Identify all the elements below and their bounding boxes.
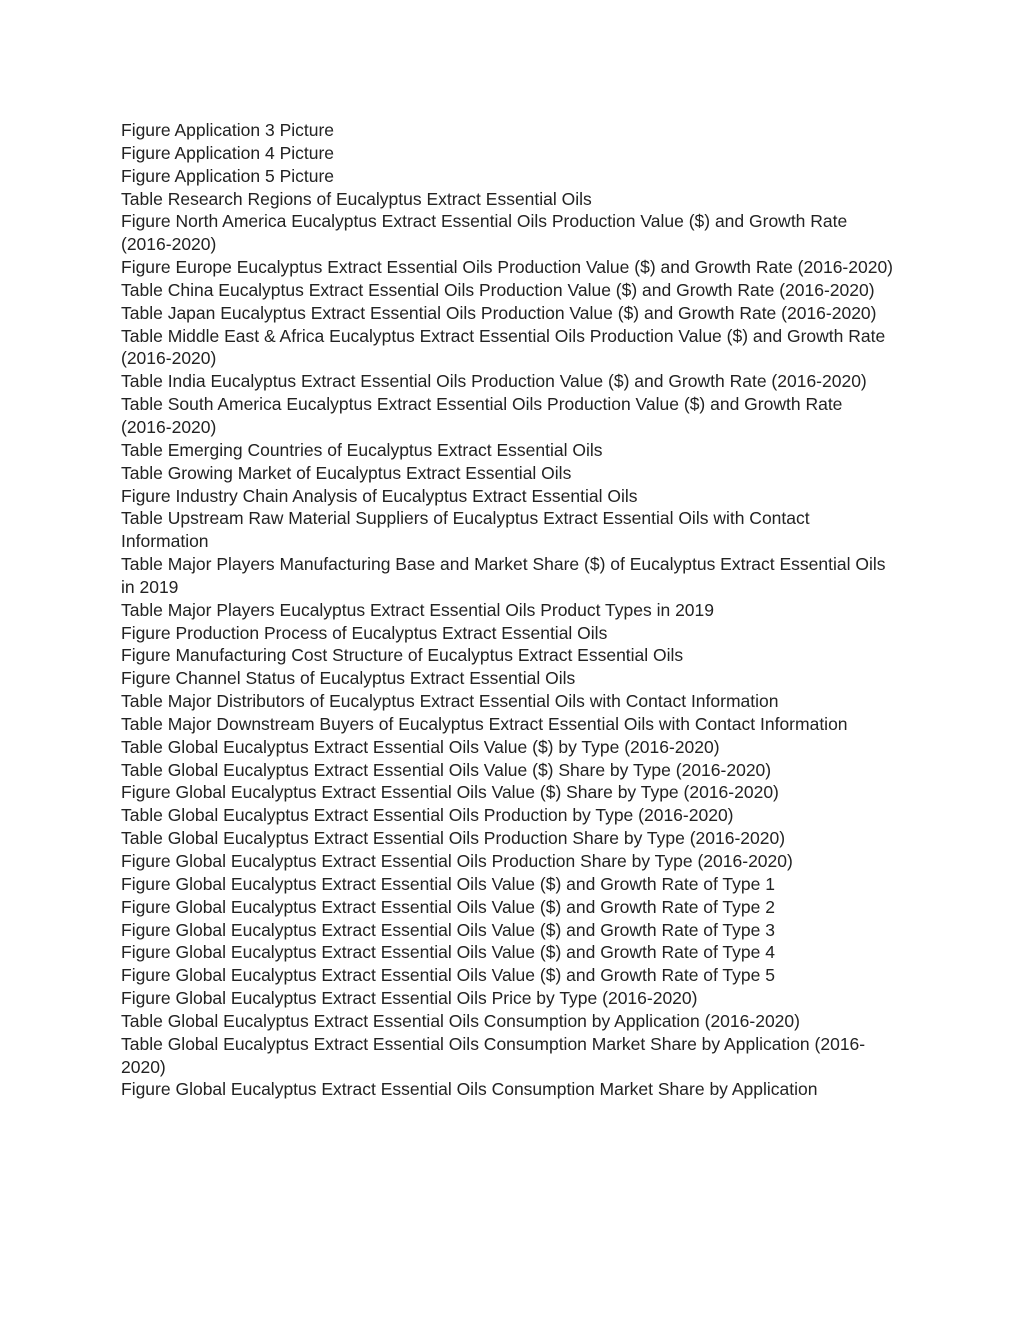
list-entry: Table Major Players Manufacturing Base and Market Share ($) of Eucalyptus Extract Essential Oils in 2019 — [121, 554, 886, 597]
figure-table-list — [121, 119, 896, 1101]
list-entry: Table Growing Market of Eucalyptus Extract Essential Oils — [121, 462, 572, 483]
list-entry: Figure Global Eucalyptus Extract Essential Oils Value ($) and Growth Rate of Type 2 — [121, 896, 775, 917]
list-entry: Figure Global Eucalyptus Extract Essential Oils Value ($) Share by Type (2016-2020) — [121, 782, 779, 803]
list-entry: Table Upstream Raw Material Suppliers of Eucalyptus Extract Essential Oils with Contact Information — [121, 508, 810, 552]
list-entry: Figure Channel Status of Eucalyptus Extract Essential Oils — [121, 668, 576, 689]
list-entry: Table Global Eucalyptus Extract Essential Oils Consumption by Application (2016-2020) — [121, 1010, 800, 1031]
list-entry: Table Global Eucalyptus Extract Essential Oils Value ($) by Type (2016-2020) — [121, 736, 720, 757]
list-entry: Table Global Eucalyptus Extract Essential Oils Consumption Market Share by Application (2016-2020) — [121, 1033, 866, 1077]
list-entry: Figure Global Eucalyptus Extract Essential Oils Value ($) and Growth Rate of Type 5 — [121, 965, 775, 986]
list-entry: Figure Global Eucalyptus Extract Essential Oils Value ($) and Growth Rate of Type 4 — [121, 942, 775, 963]
list-entry: Figure Europe Eucalyptus Extract Essential Oils Production Value ($) and Growth Rate (2016-2020) — [121, 257, 894, 278]
list-entry: Table Global Eucalyptus Extract Essential Oils Production Share by Type (2016-2020) — [121, 828, 786, 849]
list-entry: Table Major Distributors of Eucalyptus Extract Essential Oils with Contact Information — [121, 691, 779, 712]
list-entry: Table Research Regions of Eucalyptus Extract Essential Oils — [121, 188, 592, 209]
list-entry: Table Emerging Countries of Eucalyptus Extract Essential Oils — [121, 439, 603, 460]
list-entry: Table India Eucalyptus Extract Essential Oils Production Value ($) and Growth Rate (2016-2020) — [121, 371, 867, 392]
list-entry: Figure Application 4 Picture — [121, 142, 335, 163]
list-entry: Figure Manufacturing Cost Structure of Eucalyptus Extract Essential Oils — [121, 645, 684, 666]
list-entry: Table Japan Eucalyptus Extract Essential Oils Production Value ($) and Growth Rate (2016-2020) — [121, 302, 877, 323]
list-entry: Figure North America Eucalyptus Extract Essential Oils Production Value ($) and Growth Rate (2016-2020) — [121, 211, 848, 255]
list-entry: Figure Global Eucalyptus Extract Essential Oils Value ($) and Growth Rate of Type 1 — [121, 873, 775, 894]
list-entry: Figure Global Eucalyptus Extract Essential Oils Price by Type (2016-2020) — [121, 988, 698, 1009]
list-entry: Figure Global Eucalyptus Extract Essential Oils Production Share by Type (2016-2020) — [121, 851, 793, 871]
list-entry: Table China Eucalyptus Extract Essential Oils Production Value ($) and Growth Rate (2016-2020) — [121, 279, 875, 300]
list-entry: Table Middle East & Africa Eucalyptus Extract Essential Oils Production Value ($) and Growth Rate (2016-2020) — [121, 325, 886, 369]
list-entry: Table South America Eucalyptus Extract Essential Oils Production Value ($) and Growth Rate (2016-2020) — [121, 394, 843, 437]
list-entry: Figure Application 5 Picture — [121, 165, 335, 186]
list-entry: Table Global Eucalyptus Extract Essential Oils Value ($) Share by Type (2016-2020) — [121, 759, 772, 780]
list-entry: Figure Industry Chain Analysis of Eucalyptus Extract Essential Oils — [121, 485, 638, 506]
list-entry: Table Major Players Eucalyptus Extract Essential Oils Product Types in 2019 — [121, 599, 715, 620]
list-entry: Table Global Eucalyptus Extract Essential Oils Production by Type (2016-2020) — [121, 805, 734, 826]
list-entry: Table Major Downstream Buyers of Eucalyptus Extract Essential Oils with Contact Information — [121, 713, 848, 734]
list-entry: Figure Production Process of Eucalyptus Extract Essential Oils — [121, 622, 608, 643]
list-entry: Figure Application 3 Picture — [121, 120, 335, 140]
list-entry: Figure Global Eucalyptus Extract Essential Oils Consumption Market Share by Application — [121, 1079, 818, 1100]
list-entry: Figure Global Eucalyptus Extract Essential Oils Value ($) and Growth Rate of Type 3 — [121, 919, 775, 940]
